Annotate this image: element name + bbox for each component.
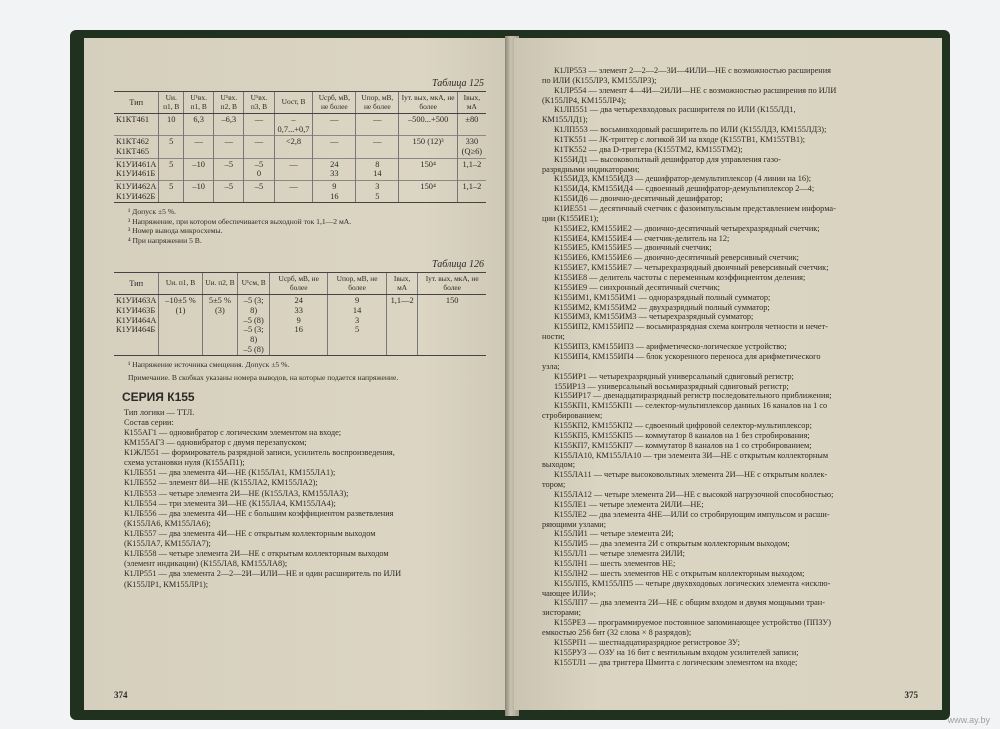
table-125-cell: <2,8 [274, 136, 313, 158]
table-126-header: Iвых, мА [386, 273, 417, 295]
table-125-cell: –5 [214, 180, 244, 202]
table-125-header: Uи. п1, В [159, 92, 184, 114]
table-125-cell: — [313, 136, 356, 158]
text-line: К1ЛП553 — восьмивходовый расширитель по ИЛИ (К155ЛД3, КМ155ЛД3); [554, 125, 827, 135]
text-line: стробированием; [542, 411, 603, 421]
text-line: Тип логики — ТТЛ. [124, 407, 195, 417]
text-line: К1ЛР551 — два элемента 2—2—2И—ИЛИ—НЕ и один расширитель по ИЛИ [124, 569, 402, 579]
table-125-cell: — [244, 114, 274, 136]
text-line: (К155ЛА7, КМ155ЛА7); [124, 539, 211, 549]
text-line: К1ЛР553 — элемент 2—2—2—3И—4ИЛИ—НЕ с возможностью расширения [554, 66, 831, 75]
text-line: К1ЛБ558 — четыре элемента 2И—НЕ с открытым коллекторным выходом [124, 549, 389, 559]
table-125-cell: К1УИ462А К1УИ462Б [114, 180, 159, 202]
text-line: емкостью 256 бит (32 слова × 8 разрядов); [542, 627, 692, 637]
text-line: узла; [542, 361, 560, 371]
text-line: К155ЛП7 — два элемента 2И—НЕ с общим входом и двумя мощными тран- [554, 598, 825, 608]
table-126-header: Uи. п1, В [159, 273, 202, 295]
series-title: СЕРИЯ К155 [122, 389, 195, 404]
text-line: (элемент индикации) (К155ЛА8, КМ155ЛА8); [124, 559, 288, 569]
table-125-footnote: ³ Напряжение, при котором обеспечивается выходной ток 1,1—2 мА. [128, 216, 352, 226]
text-line: К1ЛБ556 — два элемента 4И—НЕ с большим коэффициентом разветвления [124, 508, 394, 518]
text-line: (К155ЛР1, КМ155ЛР1); [124, 579, 209, 589]
table-125-cell: 330 (Q≥6) [457, 136, 486, 158]
text-line: ции (К155ИЕ1); [542, 213, 599, 223]
text-line: К155ИР17 — двенадцатиразрядный регистр последовательного приближения; [554, 391, 832, 401]
table-125-cell: 150⁴ [399, 158, 457, 180]
table-126-header: Uпор, мВ, не более [328, 273, 387, 295]
text-line: К1ЛБ552 — элемент 8И—НЕ (К155ЛА2, КМ155ЛА2); [124, 478, 318, 488]
text-line: К155РЕ3 — программируемое постоянное запоминающее устройство (ППЗУ) [554, 618, 832, 628]
table-125-cell: –6,3 [214, 114, 244, 136]
text-line: К155РП1 — шестнадцатиразрядное регистровое ЗУ; [554, 637, 740, 647]
table-125-header: Тип [114, 92, 159, 114]
text-line: К155ЛН1 — шесть элементов НЕ; [554, 558, 676, 568]
table-125-cell: — [313, 114, 356, 136]
text-line: К155ИД3, КМ155ИД3 — дешифратор-демультиплексор (4 линии на 16); [554, 174, 812, 184]
table-126-cell: 1,1—2 [386, 295, 417, 356]
text-line: чающее ИЛИ»; [542, 588, 596, 598]
table-125-cell: 24 33 [313, 158, 356, 180]
page-number-right: 375 [904, 690, 918, 700]
text-line: выходом; [542, 460, 576, 470]
text-line: К155ИЕ6, КМ155ИЕ6 — двоично-десятичный реверсивный счетчик; [554, 253, 799, 263]
table-126-cell: –5 (3; 8) –5 (8) –5 (3; 8) –5 (8) [238, 295, 270, 356]
text-line: К1ИЕ551 — десятичный счетчик с фазоимпульсным представлением информа- [554, 204, 836, 214]
table-126-row [114, 295, 486, 356]
table-125-cell: — [244, 136, 274, 158]
text-line: К1ЛБ554 — три элемента 3И—НЕ (К155ЛА4, КМ155ЛА4); [124, 498, 336, 508]
text-line: К155КП2, КМ155КП2 — сдвоенный цифровой селектор-мультиплексор; [554, 420, 812, 430]
table-126-cell: –10±5 % (1) [159, 295, 202, 356]
text-line: К1ТК552 — два D-триггера (К155ТМ2, КМ155ТМ2); [554, 144, 743, 154]
table-125-cell: К1УИ461А К1УИ461Б [114, 158, 159, 180]
text-line: К155КП1, КМ155КП1 — селектор-мультиплексор данных 16 каналов на 1 со [554, 401, 828, 411]
text-line: К155ИЕ8 — делитель частоты с переменным коэффициентом деления; [554, 273, 806, 283]
text-line: КМ155ЛД1); [542, 115, 588, 125]
table-126-cell: К1УИ463А К1УИ463Б К1УИ464А К1УИ464Б [114, 295, 159, 356]
table-126-header: Uи. п2, В [202, 273, 238, 295]
table-126-header: U¹см, В [238, 273, 270, 295]
table-125-header: Iвых, мА [457, 92, 486, 114]
text-line: К155ИМ1, КМ155ИМ1 — одноразрядный полный сумматор; [554, 292, 771, 302]
text-line: К155КП5, КМ155КП5 — коммутатор 8 каналов на 1 без стробирования; [554, 430, 810, 440]
table-125-cell: ±80 [457, 114, 486, 136]
right-text-block [542, 66, 918, 667]
text-line: К155ЛА12 — четыре элемента 2И—НЕ с высокой нагрузочной способностью; [554, 489, 834, 499]
table-125-cell: К1КТ461 [114, 114, 159, 136]
table-125-row [114, 180, 486, 202]
text-line: К155ИД4, КМ155ИД4 — сдвоенный дешифратор-демультиплексор 2—4; [554, 184, 815, 194]
table-126-cell: 150 [418, 295, 486, 356]
text-line: К155ИЕ2, КМ155ИЕ2 — двоично-десятичный четырехразрядный счетчик; [554, 223, 820, 233]
text-line: К155ИМ2, КМ155ИМ2 — двухразрядный полный сумматор; [554, 302, 770, 312]
table-126-cell: 24 33 9 16 [270, 295, 328, 356]
text-line: К155ЛЕ1 — четыре элемента 2ИЛИ—НЕ; [554, 499, 704, 509]
text-line: К1ЛБ553 — четыре элемента 2И—НЕ (К155ЛА3, КМ155ЛА3); [124, 488, 349, 498]
text-line: К1ТК551 — JK-триггер с логикой 3И на входе (К155ТВ1, КМ155ТВ1); [554, 135, 806, 145]
watermark: www.ay.by [947, 715, 990, 725]
table-125-cell: — [356, 114, 399, 136]
left-page [84, 38, 510, 710]
text-line: К155ТЛ1 — два триггера Шмитта с логическим элементом на входе; [554, 657, 798, 667]
text-line: зисторами; [542, 608, 581, 618]
table-125-cell: –10 [184, 158, 214, 180]
text-line: (К155ЛА6, КМ155ЛА6); [124, 518, 211, 528]
table-125-cell: 150 (12)³ [399, 136, 457, 158]
text-line: К155КП7, КМ155КП7 — коммутатор 8 каналов на 1 со стробированием; [554, 440, 812, 450]
text-line: К155ИД1 — высоковольтный дешифратор для управления газо- [554, 154, 781, 164]
table-125-header: Uост, В [274, 92, 313, 114]
table-125-header: Uсрб, мВ, не более [313, 92, 356, 114]
text-line: К1ЛБ557 — два элемента 4И—НЕ с открытым коллекторным выходом [124, 528, 376, 538]
text-line: КМ155АГ3 — одновибратор с двумя перезапуском; [124, 438, 307, 447]
table-126-caption: Таблица 126 [432, 259, 484, 271]
table-125-header: U¹вх. п2, В [214, 92, 244, 114]
table-125-cell: — [274, 158, 313, 180]
text-line: Состав серии: [124, 417, 174, 427]
table-125-cell: 5 [159, 158, 184, 180]
table-125-footnote: ³ Номер вывода микросхемы. [128, 226, 223, 236]
table-125-cell: 1,1–2 [457, 158, 486, 180]
text-line: К155ИП4, КМ155ИП4 — блок ускоренного переноса для арифметического [554, 351, 821, 361]
table-125-cell: –5 [214, 158, 244, 180]
text-line: К155ЛЛ1 — четыре элемента 2ИЛИ; [554, 549, 685, 559]
table-125-cell: 5 [159, 136, 184, 158]
table-125-cell: –500...+500 [399, 114, 457, 136]
table-125-row [114, 158, 486, 180]
text-line: К155ЛП5, КМ155ЛП5 — четыре двухвходовых логических элемента «исклю- [554, 578, 831, 588]
left-text-block [114, 408, 486, 590]
text-line: К155ЛН2 — шесть элементов НЕ с открытым коллекторным выходом; [554, 568, 805, 578]
table-125-cell: –5 [244, 180, 274, 202]
text-line: К1ЛР554 — элемент 4—4И—2ИЛИ—НЕ с возможностью расширения по ИЛИ [554, 85, 837, 95]
text-line: К155ИП3, КМ155ИП3 — арифметическо-логическое устройство; [554, 342, 787, 352]
table-125-footnote: ¹ Допуск ±5 %. [128, 207, 177, 217]
text-line: К155ЛЕ2 — два элемента 4НЕ—ИЛИ со стробирующим импульсом и расши- [554, 509, 830, 519]
text-line: К155ИД6 — двоично-десятичный дешифратор; [554, 194, 723, 204]
table-126-footnote: ¹ Напряжение источника смещения. Допуск ±5 %. [128, 360, 290, 370]
table-125-cell: 6,3 [184, 114, 214, 136]
text-line: К1ЛБ551 — два элемента 4И—НЕ (К155ЛА1, КМ155ЛА1); [124, 468, 336, 478]
table-125-cell: 9 16 [313, 180, 356, 202]
table-125-row [114, 136, 486, 158]
table-125-header: Uпор, мВ, не более [356, 92, 399, 114]
table-125-row [114, 114, 486, 136]
table-125-cell: 5 [159, 180, 184, 202]
text-line: ности; [542, 332, 565, 342]
text-line: К155ИЕ5, КМ155ИЕ5 — двоичный счетчик; [554, 243, 712, 253]
text-line: К1ЖЛ551 — формирователь разрядной записи, усилитель воспроизведения, [124, 448, 395, 458]
table-125-header: U¹вх. п1, В [184, 92, 214, 114]
table-125-footnote: ⁴ При напряжении 5 В. [128, 235, 202, 245]
table-126 [114, 272, 486, 356]
table-125-cell: К1КТ462 К1КТ465 [114, 136, 159, 158]
text-line: разрядными индикаторами; [542, 164, 640, 174]
table-125-cell: –10 [184, 180, 214, 202]
table-125-cell: 150⁴ [399, 180, 457, 202]
text-line: К155РУ3 — ОЗУ на 16 бит с вентильным входом усилителей записи; [554, 647, 799, 657]
text-line: схема установки нуля (К155АП1); [124, 458, 245, 468]
text-line: К155ЛИ5 — два элемента 2И с открытым коллекторным выходом; [554, 539, 790, 549]
table-125-footnotes [114, 207, 486, 245]
table-126-cell: 5±5 % (3) [202, 295, 238, 356]
table-125-caption: Таблица 125 [432, 78, 484, 89]
table-125-header: Iут. вых, мкА, не более [399, 92, 457, 114]
text-line: К155ИЕ7, КМ155ИЕ7 — четырехразрядный двоичный реверсивный счетчик; [554, 263, 829, 273]
table-126-header: Тип [114, 273, 159, 295]
text-line: К1ЛП551 — два четырехвходовых расширителя по ИЛИ (К155ЛД1, [554, 105, 796, 115]
table-125-cell: — [274, 180, 313, 202]
text-line: К155ЛА11 — четыре высоковольтных элемента 2И—НЕ с открытым коллек- [554, 470, 828, 480]
text-line: тором; [542, 480, 566, 490]
table-126-note: Примечание. В скобках указаны номера выводов, на которые подается напряжение. [128, 372, 399, 382]
table-126-footnotes [114, 360, 486, 369]
table-125 [114, 91, 486, 203]
table-125-cell: 3 5 [356, 180, 399, 202]
table-125-cell: — [356, 136, 399, 158]
text-line: К155ИМ3, КМ155ИМ3 — четырехразрядный сумматор; [554, 312, 754, 322]
text-line: К155ИП2, КМ155ИП2 — восьмиразрядная схема контроля четности и нечет- [554, 322, 828, 332]
text-line: К155ИЕ4, КМ155ИЕ4 — счетчик-делитель на 12; [554, 233, 730, 243]
text-line: по ИЛИ (К155ЛР3, КМ155ЛР3); [542, 75, 657, 85]
text-line: К155ИЕ9 — синхронный десятичный счетчик; [554, 282, 720, 292]
table-125-cell: 8 14 [356, 158, 399, 180]
table-125-header: U¹вх. п3, В [244, 92, 274, 114]
right-page [514, 38, 942, 710]
text-line: К155ЛА10, КМ155ЛА10 — три элемента 3И—НЕ с открытым коллекторным [554, 450, 829, 460]
table-125-cell: — [184, 136, 214, 158]
table-125-cell: –0,7...+0,7 [274, 114, 313, 136]
table-126-cell: 9 14 3 5 [328, 295, 387, 356]
text-line: ряющими узлами; [542, 519, 607, 529]
table-125-cell: 10 [159, 114, 184, 136]
table-125-cell: — [214, 136, 244, 158]
text-line: К155ИР1 — четырехразрядный универсальный сдвиговый регистр; [554, 371, 794, 381]
text-line: К155АГ1 — одновибратор с логическим элементом на входе; [124, 427, 342, 437]
text-line: 155ИР13 — универсальный восьмиразрядный сдвиговый регистр; [554, 381, 789, 391]
table-126-header: Uсрб, мВ, не более [270, 273, 328, 295]
text-line: К155ЛИ1 — четыре элемента 2И; [554, 529, 674, 539]
page-number-left: 374 [114, 690, 128, 700]
table-126-header: Iут. вых, мкА, не более [418, 273, 486, 295]
table-125-cell: 1,1–2 [457, 180, 486, 202]
table-125-cell: –5 0 [244, 158, 274, 180]
text-line: (К155ЛР4, КМ155ЛР4); [542, 95, 627, 105]
